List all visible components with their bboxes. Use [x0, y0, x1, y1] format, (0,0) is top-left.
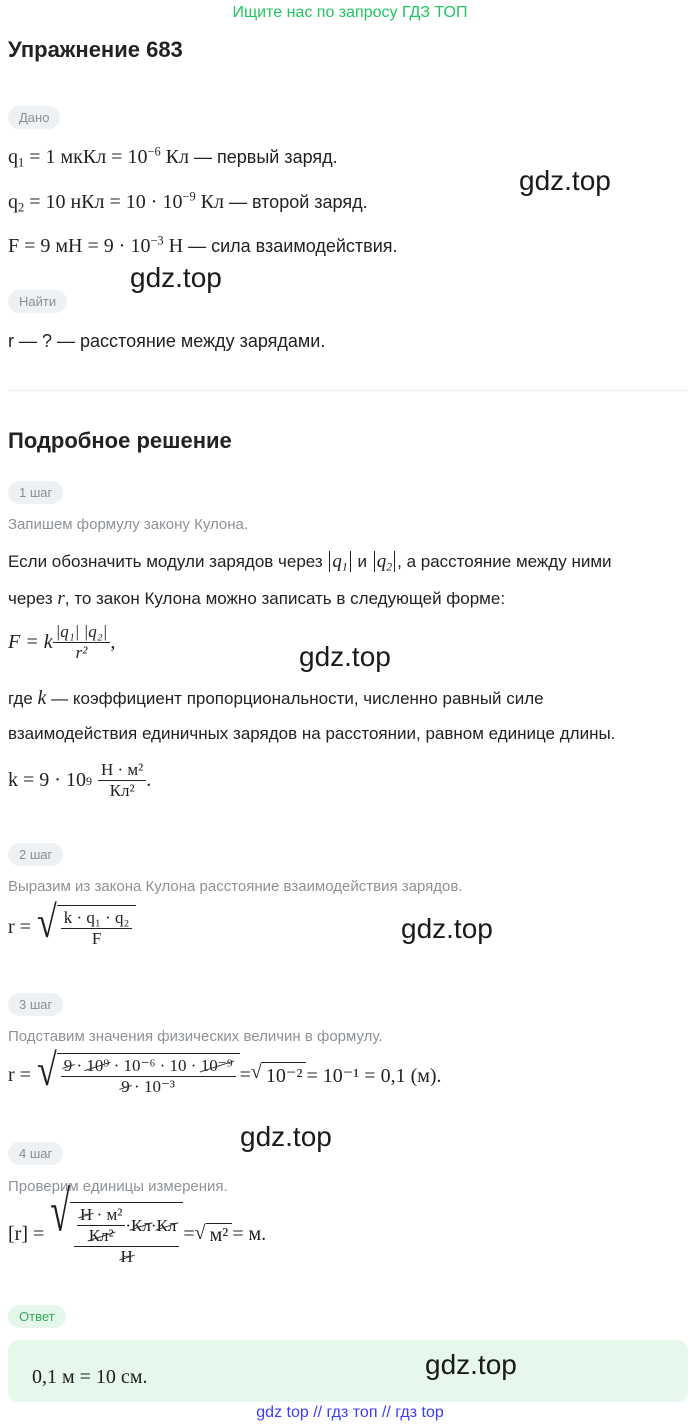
step1-paragraph-1 — [8, 551, 612, 573]
crossed-coulomb-1: Кл — [131, 1215, 151, 1235]
watermark: gdz.top — [519, 165, 611, 196]
step1-p1-text-a: Если обозначить модули зарядов через — [8, 552, 328, 571]
r-formula — [8, 897, 136, 949]
page-title: Упражнение 683 — [8, 37, 183, 62]
q1-exponent: −6 — [147, 144, 161, 159]
crossed-ten-pow-9: 10⁹ — [86, 1056, 110, 1075]
q2-description: — второй заряд. — [223, 192, 368, 212]
watermark: gdz.top — [401, 913, 493, 944]
answer-text: 0,1 м = 10 см. — [32, 1366, 148, 1388]
step1-paragraph-3 — [8, 687, 544, 710]
step1-chip: 1 шаг — [8, 481, 63, 504]
q1-symbol: q — [8, 146, 18, 168]
r-formula-denominator: F — [91, 929, 102, 948]
units-check-root: √ $\frac{\text{Н · м²}}{\text{Кл²}}$ · Кл · Кл Н — [50, 1202, 183, 1267]
step4-chip: 4 шаг — [8, 1142, 63, 1165]
crossed-newton-den: Н — [120, 1247, 133, 1266]
step1-paragraph-2 — [8, 588, 505, 610]
step1-paragraph-4: взаимодействия единичных зарядов на расстоянии, равном единице длины. — [8, 724, 616, 743]
step1-p1-text-b: , а расстояние между ними — [397, 552, 612, 571]
crossed-nine: 9 — [63, 1056, 73, 1075]
units-result: = м. — [232, 1223, 267, 1245]
r-substitution-fraction: $\frac{\text{9 · 10⁹ · 10⁻⁶ · 10 · 10⁻⁹}}{\text{9 · 10⁻³}}$ — [61, 1056, 236, 1097]
answer-chip-wrap — [8, 1305, 66, 1328]
find-chip-wrap — [8, 290, 67, 313]
coulomb-formula — [8, 622, 115, 663]
given-chip-wrap — [8, 106, 60, 129]
units-inner-fraction: $\frac{\text{Н · м²}}{\text{Кл²}}$ — [77, 1205, 125, 1246]
r-symbol: r — [57, 588, 65, 609]
step1-hint: Запишем формулу закону Кулона. — [8, 516, 249, 533]
k-units-denominator: Кл² — [109, 781, 135, 800]
k-symbol: k — [37, 687, 47, 709]
watermark: gdz.top — [240, 1121, 332, 1152]
q1-equation: = 1 мкКл = 10 — [24, 146, 148, 168]
coulomb-fraction — [53, 622, 111, 663]
step1-p2-text-a: через — [8, 589, 58, 608]
step1-p3-text-b: — коэффициент пропорциональности, численно равный силе — [46, 689, 544, 708]
force-unit: Н — [163, 235, 184, 257]
footer-links[interactable]: gdz top // гдз топ // гдз top — [256, 1404, 444, 1421]
coulomb-end: , — [110, 631, 116, 653]
watermark: gdz.top — [130, 262, 222, 293]
step1-p2-text-b: , то закон Кулона можно записать в следующей форме: — [64, 589, 506, 608]
sqrt-ten-pow-minus-2: √ 10⁻² — [251, 1062, 307, 1088]
crossed-nine-den: 9 — [121, 1077, 130, 1096]
given-chip: Дано — [8, 106, 60, 129]
search-hint-banner: Ищите нас по запросу ГДЗ ТОП — [232, 4, 468, 21]
step4-hint: Проверим единицы измерения. — [8, 1178, 228, 1195]
coulomb-lhs: F = k — [8, 631, 53, 653]
q1-modulus: $q_1$ — [327, 551, 352, 572]
step3-chip: 3 шаг — [8, 993, 63, 1016]
crossed-newton: Н — [80, 1205, 93, 1224]
sqrt-meter-squared: √ м² — [195, 1223, 233, 1247]
solution-title: Подробное решение — [8, 428, 232, 453]
watermark: gdz.top — [425, 1349, 517, 1380]
r-formula-lhs: r = — [8, 915, 31, 938]
r-substitution-lhs: r = — [8, 1063, 31, 1086]
q2-modulus: $q_2$ — [372, 551, 397, 572]
r-formula-root: √ $\frac{\text{k · q₁ · q₂}}{F}$ — [37, 905, 136, 949]
force-exponent: −3 — [150, 233, 164, 248]
k-lhs: k = 9 · 10 — [8, 769, 86, 791]
step2-chip-wrap — [8, 843, 63, 866]
force-description: — сила взаимодействия. — [183, 236, 398, 256]
given-q1 — [8, 146, 338, 169]
q2-unit: Кл — [195, 191, 224, 213]
find-text: r — ? — расстояние между зарядами. — [8, 331, 326, 351]
units-check: [r] = √ $\frac{\text{Н · м²}}{\text{Кл²}}$ · Кл · Кл Н = √ м² = м. — [8, 1179, 267, 1266]
q2-exponent: −9 — [182, 189, 196, 204]
crossed-coulomb-2: Кл — [156, 1215, 177, 1235]
r-formula-fraction — [61, 908, 133, 949]
r-result: = 10⁻¹ = 0,1 (м). — [306, 1064, 442, 1087]
crossed-coulomb-squared: Кл² — [88, 1226, 114, 1245]
step3-chip-wrap — [8, 993, 63, 1016]
r-substitution: r = √ $\frac{\text{9 · 10⁹ · 10⁻⁶ · 10 · 10⁻⁹}}{\text{9 · 10⁻³}}$ = √ 10⁻² = 10⁻¹ = 0,1 (м). — [8, 1045, 442, 1096]
force-equation: F = 9 мН = 9 · 10 — [8, 235, 151, 257]
step1-p3-text-a: где — [8, 689, 38, 708]
q2-symbol: q — [8, 191, 18, 213]
k-units-numerator: Н · м² — [98, 760, 146, 781]
step2-hint: Выразим из закона Кулона расстояние взаимодействия зарядов. — [8, 878, 463, 895]
k-units-fraction — [98, 760, 146, 801]
units-check-lhs: [r] = — [8, 1223, 45, 1245]
q1-description: — первый заряд. — [188, 147, 338, 167]
coulomb-denominator: r² — [75, 643, 88, 662]
section-divider — [8, 390, 688, 391]
step2-chip: 2 шаг — [8, 843, 63, 866]
coulomb-numerator: |q₁| |q₂| — [53, 622, 111, 643]
r-substitution-root: √ $\frac{\text{9 · 10⁹ · 10⁻⁶ · 10 · 10⁻⁹}}{\text{9 · 10⁻³}}$ — [37, 1053, 240, 1097]
given-force — [8, 235, 398, 258]
q2-subscript: 2 — [18, 200, 25, 215]
units-outer-fraction: $\frac{\text{Н · м²}}{\text{Кл²}}$ · Кл · Кл Н — [74, 1205, 179, 1267]
q2-equation: = 10 нКл = 10 · 10 — [24, 191, 183, 213]
k-end: . — [146, 769, 152, 791]
q1-unit: Кл — [160, 146, 189, 168]
find-chip: Найти — [8, 290, 67, 313]
step4-chip-wrap — [8, 1142, 63, 1165]
step1-p1-and: и — [352, 552, 372, 571]
k-formula: k = 9 · 10 9 $\frac{\text{Н · м²}}{\text{Кл²}}$ . — [8, 760, 152, 800]
crossed-ten-pow-minus-9: 10⁻⁹ — [200, 1056, 233, 1075]
step3-hint: Подставим значения физических величин в формулу. — [8, 1028, 383, 1045]
q1-subscript: 1 — [18, 155, 25, 170]
given-q2 — [8, 191, 368, 214]
step1-chip-wrap — [8, 481, 63, 504]
watermark: gdz.top — [299, 641, 391, 672]
r-formula-numerator: k · q₁ · q₂ — [61, 908, 133, 929]
answer-chip: Ответ — [8, 1305, 66, 1328]
